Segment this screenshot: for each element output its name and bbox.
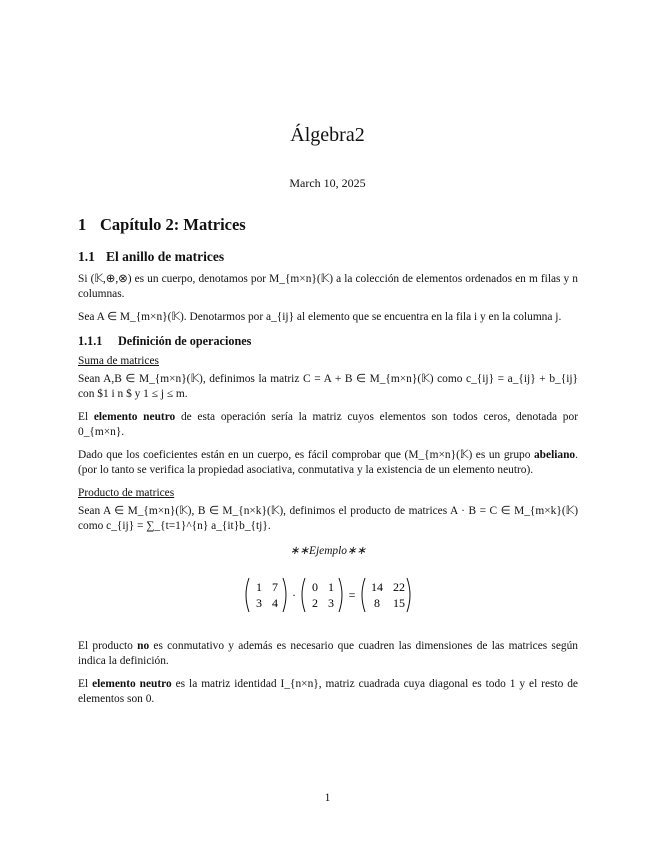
text-fragment: . (por lo tanto se verifica la propiedad asociativa, conmutativa y la existencia de un elemento neutro).	[78, 449, 578, 476]
example-label: ∗∗Ejemplo∗∗	[289, 545, 367, 557]
matrix-c-cell: 15	[393, 596, 405, 610]
paragraph-definition-matrix: Si (𝕂,⊕,⊗) es un cuerpo, denotamos por M_{m×n}(𝕂) a la colección de elementos ordenados en m filas y n columnas.	[78, 273, 578, 300]
matrix-c-cell: 8	[374, 596, 380, 610]
section-number: 1	[78, 215, 87, 234]
matrix-c-cell: 22	[393, 580, 405, 594]
matrix-equation-svg	[243, 575, 413, 615]
bold-term: elemento neutro	[93, 411, 176, 423]
bracket-right-A	[283, 578, 286, 612]
subsubsection-heading	[78, 333, 578, 349]
subsection-heading	[78, 248, 578, 266]
matrix-b-cell: 1	[328, 580, 334, 594]
text-fragment: El	[78, 678, 93, 690]
section-title: Capítulo 2: Matrices	[100, 215, 246, 234]
bracket-left-B	[302, 578, 305, 612]
matrix-b-cell: 0	[312, 580, 318, 594]
equals-operator: =	[348, 588, 356, 602]
matrix-a-cell: 4	[272, 596, 278, 610]
suma-heading: Suma de matrices	[78, 355, 159, 367]
text-fragment: es conmutativo y además es necesario que cuadren las dimensiones de las matrices según indica la definición.	[78, 640, 579, 667]
paragraph-element-notation: Sea A ∈ M_{m×n}(𝕂). Denotarmos por a_{ij} al elemento que se encuentra en la fila i y en la columna j.	[78, 311, 562, 323]
section-heading	[78, 214, 578, 236]
text-fragment: Dado que los coeficientes están en un cuerpo, es fácil comprobar que (M_{m×n}(𝕂) es un grupo	[78, 449, 534, 461]
matrix-a-cell: 1	[256, 580, 262, 594]
document-title: Álgebra2	[290, 124, 365, 146]
matrix-c-cell: 14	[371, 580, 383, 594]
subsection-title: El anillo de matrices	[106, 249, 225, 264]
document-date: March 10, 2025	[289, 176, 366, 190]
bracket-right-B	[339, 578, 342, 612]
subsubsection-title: Definición de operaciones	[118, 334, 252, 348]
matrix-a-cell: 7	[272, 580, 278, 594]
paragraph-not-commutative	[78, 639, 578, 669]
text-fragment: El	[78, 411, 94, 423]
document-body	[78, 214, 578, 715]
page-number: 1	[324, 792, 331, 804]
dot-operator: ·	[292, 588, 296, 602]
subsection-number: 1.1	[78, 249, 95, 264]
paragraph-abelian-group	[78, 448, 578, 478]
paragraph-neutral-sum	[78, 410, 578, 440]
subsubsection-number: 1.1.1	[78, 334, 103, 348]
bold-term: elemento neutro	[92, 678, 172, 690]
text-fragment: es la matriz identidad I_{n×n}, matriz cuadrada cuya diagonal es todo 1 y el resto de elementos son 0.	[78, 678, 578, 705]
bold-term: no	[137, 640, 150, 652]
text-fragment: El producto	[78, 640, 138, 652]
bracket-left-A	[246, 578, 249, 612]
paragraph-suma-definition: Sean A,B ∈ M_{m×n}(𝕂), definimos la matriz C = A + B ∈ M_{m×n}(𝕂) como c_{ij} = a_{ij} + b_{ij} con $1 i n $ y 1 ≤ j ≤ m.	[78, 373, 578, 400]
bold-term: abeliano	[533, 449, 576, 461]
text-fragment: de esta operación sería la matriz cuyos elementos son todos ceros, denotada por 0_{m×n}.	[78, 411, 578, 438]
paragraph-identity	[78, 677, 578, 707]
producto-heading: Producto de matrices	[78, 487, 175, 499]
bracket-right-C	[407, 578, 410, 612]
matrix-b-cell: 3	[328, 596, 334, 610]
matrix-equation	[78, 575, 578, 619]
matrix-b-cell: 2	[312, 596, 318, 610]
matrix-a-cell: 3	[256, 596, 262, 610]
paragraph-product-definition: Sean A ∈ M_{m×n}(𝕂), B ∈ M_{n×k}(𝕂), definimos el producto de matrices A · B = C ∈ M_{m×k}(𝕂) como c_{ij} = ∑_{t=1}^{n} a_{it}b_{tj}.	[78, 505, 578, 532]
bracket-left-C	[362, 578, 365, 612]
